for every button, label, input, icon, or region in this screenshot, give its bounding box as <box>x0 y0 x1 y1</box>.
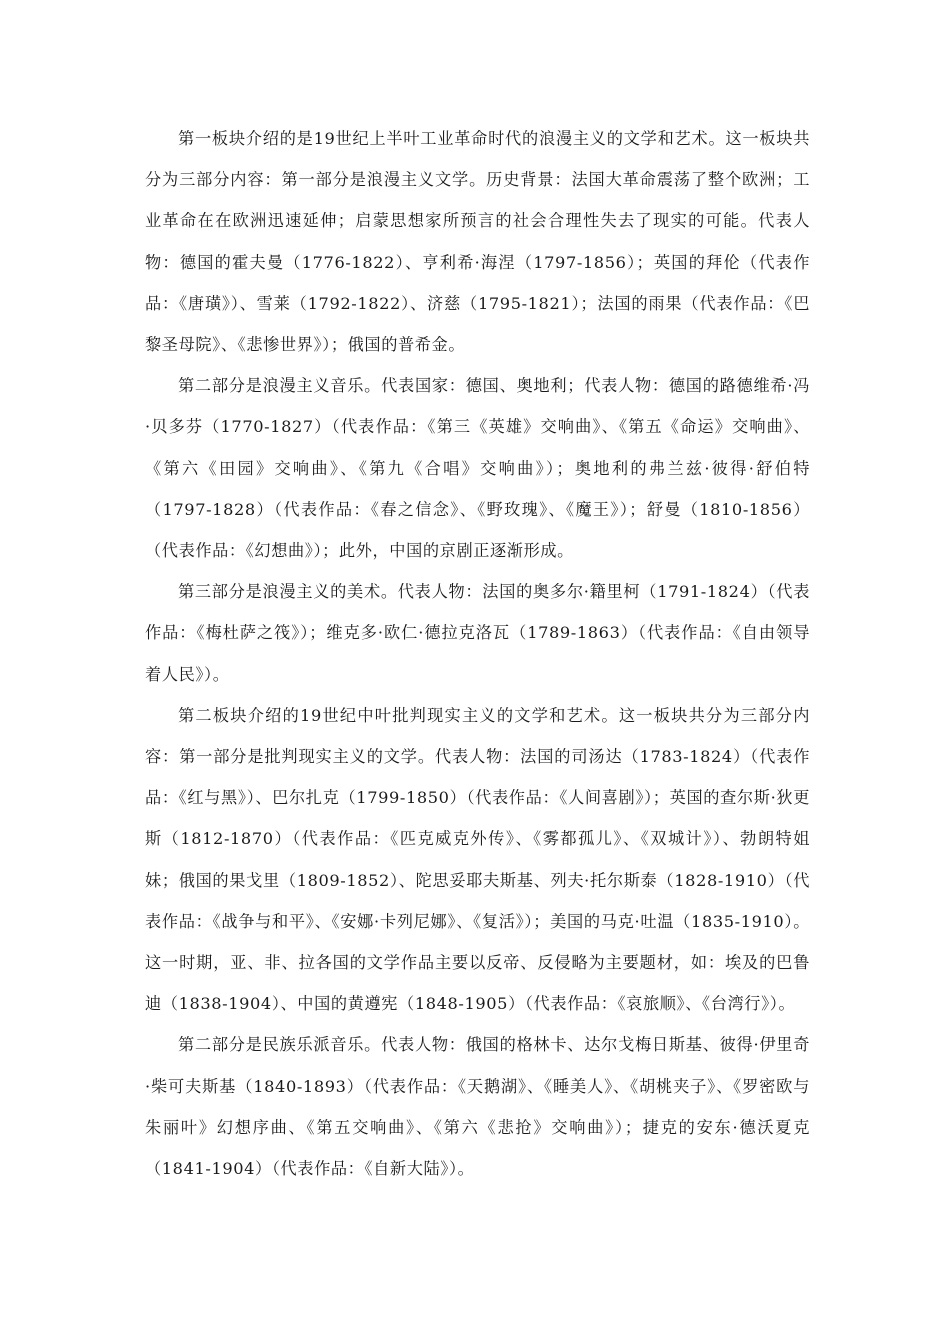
paragraph-romanticism-music: 第二部分是浪漫主义音乐。代表国家：德国、奥地利；代表人物：德国的路德维希·冯·贝多芬（1770-1827）（代表作品：《第三《英雄》交响曲》、《第五《命运》交响曲》、《第六《田园》交响曲》、《第九《合唱》交响曲》）；奥地利的弗兰兹·彼得·舒伯特（1797-1828）（代表作品：《春之信念》、《野玫瑰》、《魔王》）；舒曼（1810-1856）（代表作品：《幻想曲》）；此外，中国的京剧正逐渐形成。 <box>145 376 810 561</box>
paragraph-national-music: 第二部分是民族乐派音乐。代表人物：俄国的格林卡、达尔戈梅日斯基、彼得·伊里奇·柴可夫斯基（1840-1893）（代表作品：《天鹅湖》、《睡美人》、《胡桃夹子》、《罗密欧与朱丽叶》幻想序曲、《第五交响曲》、《第六《悲抢》交响曲》）；捷克的安东·德沃夏克（1841-1904）（代表作品：《自新大陆》）。 <box>145 1035 810 1179</box>
paragraph-romanticism-literature: 第一板块介绍的是19世纪上半叶工业革命时代的浪漫主义的文学和艺术。这一板块共分为三部分内容：第一部分是浪漫主义文学。历史背景：法国大革命震荡了整个欧洲；工业革命在在欧洲迅速延伸；启蒙思想家所预言的社会合理性失去了现实的可能。代表人物：德国的霍夫曼（1776-1822）、亨利希·海涅（1797-1856）；英国的拜伦（代表作品：《唐璜》）、雪莱（1792-1822）、济慈（1795-1821）；法国的雨果（代表作品：《巴黎圣母院》、《悲惨世界》）；俄国的普希金。 <box>145 129 810 355</box>
paragraph-romanticism-art: 第三部分是浪漫主义的美术。代表人物：法国的奥多尔·籍里柯（1791-1824）（代表作品：《梅杜萨之筏》）；维克多·欧仁·德拉克洛瓦（1789-1863）（代表作品：《自由领导着人民》）。 <box>145 582 810 684</box>
paragraph-critical-realism-literature: 第二板块介绍的19世纪中叶批判现实主义的文学和艺术。这一板块共分为三部分内容：第一部分是批判现实主义的文学。代表人物：法国的司汤达（1783-1824）（代表作品：《红与黑》）、巴尔扎克（1799-1850）（代表作品：《人间喜剧》）；英国的查尔斯·狄更斯（1812-1870）（代表作品：《匹克威克外传》、《雾都孤儿》、《双城计》）、勃朗特姐妹；俄国的果戈里（1809-1852）、陀思妥耶夫斯基、列夫·托尔斯泰（1828-1910）（代表作品：《战争与和平》、《安娜·卡列尼娜》、《复活》）；美国的马克·吐温（1835-1910）。这一时期，亚、非、拉各国的文学作品主要以反帝、反侵略为主要题材，如：埃及的巴鲁迪（1838-1904）、中国的黄遵宪（1848-1905）（代表作品：《哀旅顺》、《台湾行》）。 <box>145 705 810 1014</box>
document-body <box>145 118 810 1189</box>
